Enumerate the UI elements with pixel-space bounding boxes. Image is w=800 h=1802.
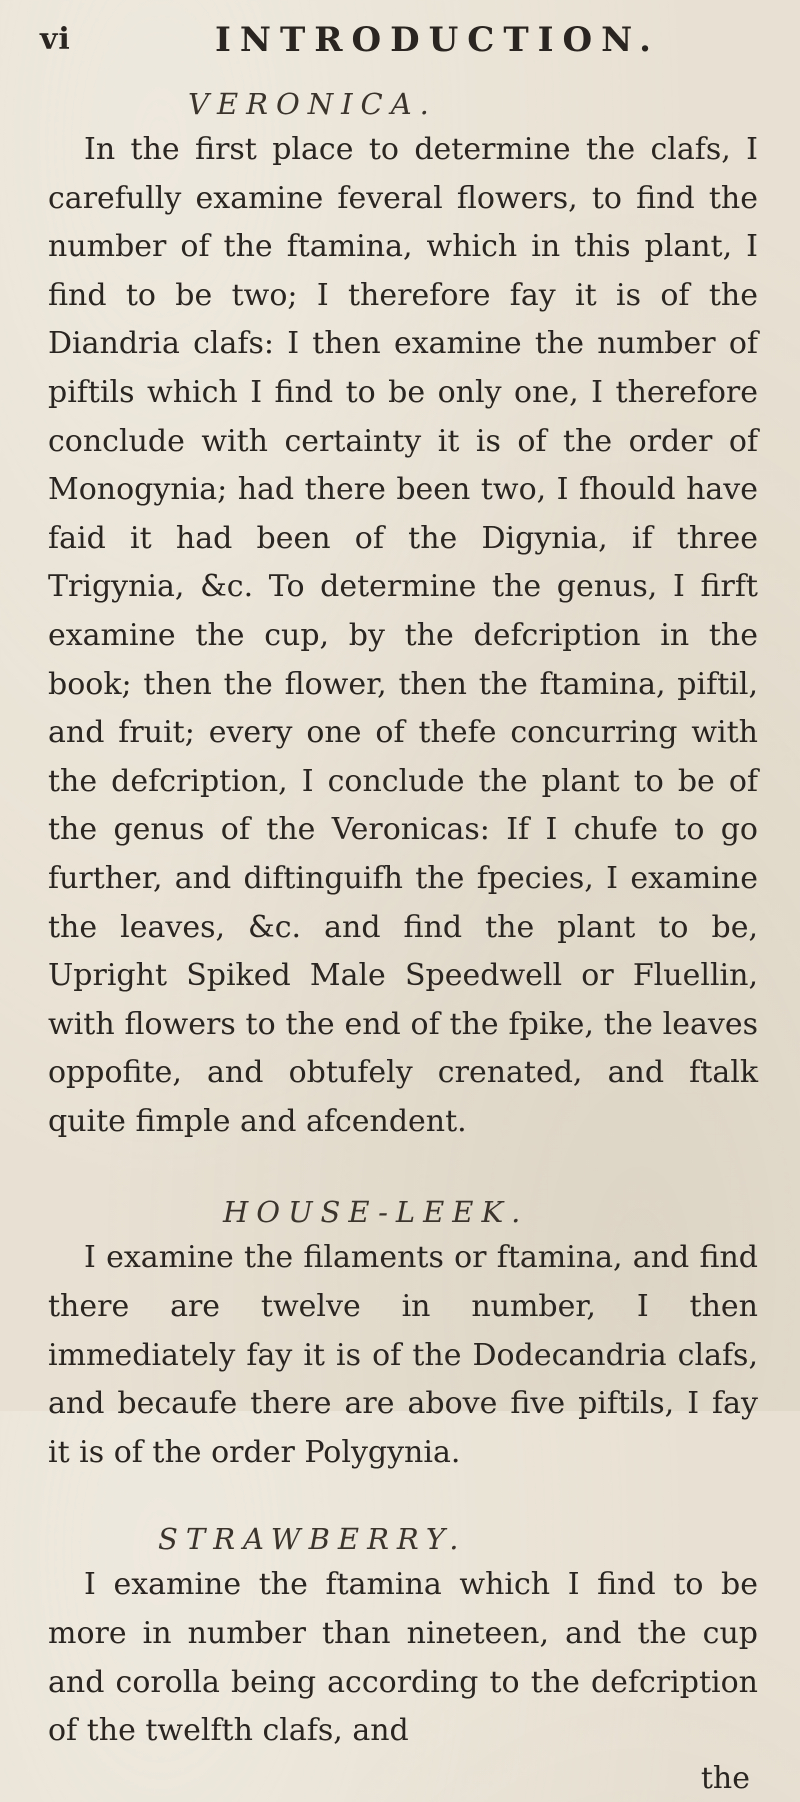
section-strawberry <box>48 1517 758 1755</box>
section-heading: VERONICA. <box>188 87 437 121</box>
section-house-leek <box>48 1190 758 1477</box>
spacer <box>48 1146 758 1190</box>
page-header <box>0 18 800 68</box>
page-number: vi <box>40 22 71 57</box>
catchword: the <box>700 1760 750 1796</box>
section-heading: HOUSE-LEEK. <box>223 1195 529 1230</box>
running-title: INTRODUCTION. <box>215 20 660 60</box>
section-paragraph: I examine the ftamina which I find to be more in number than nineteen, and the cup and corolla being according to the defcription of the twelfth clafs, and <box>48 1567 758 1749</box>
section-paragraph: In the first place to determine the clafs, I carefully examine feveral flowers, to find the number of the ftamina, which in this plant, I find to be two; I therefore fay it is of the Diandria clafs: I then examine the number of piftils which I find to be only one, I therefore conclude with certainty it is of the order of Monogynia; had there been two, I fhould have faid it had been of the Digynia, if three Trigynia, &c. To determine the genus, I firft examine the cup, by the defcription in the book; then the flower, then the ftamina, piftil, and fruit; every one of thefe concurring with the defcription, I conclude the plant to be of the genus of the Veronicas: If I chufe to go further, and diftinguifh the fpecies, I examine the leaves, &c. and find the plant to be, Upright Spiked Male Speedwell or Fluellin, with flowers to the end of the fpike, the leaves oppofite, and obtufely crenated, and ftalk quite fimple and afcendent. <box>48 132 758 1139</box>
section-veronica <box>48 82 758 1146</box>
section-paragraph: I examine the filaments or ftamina, and find there are twelve in number, I then immediately fay it is of the Dodecandria clafs, and becaufe there are above five piftils, I fay it is of the order Polygynia. <box>48 1240 758 1470</box>
spacer <box>48 1477 758 1517</box>
section-heading: STRAWBERRY. <box>158 1522 467 1557</box>
text-block <box>48 82 758 1802</box>
